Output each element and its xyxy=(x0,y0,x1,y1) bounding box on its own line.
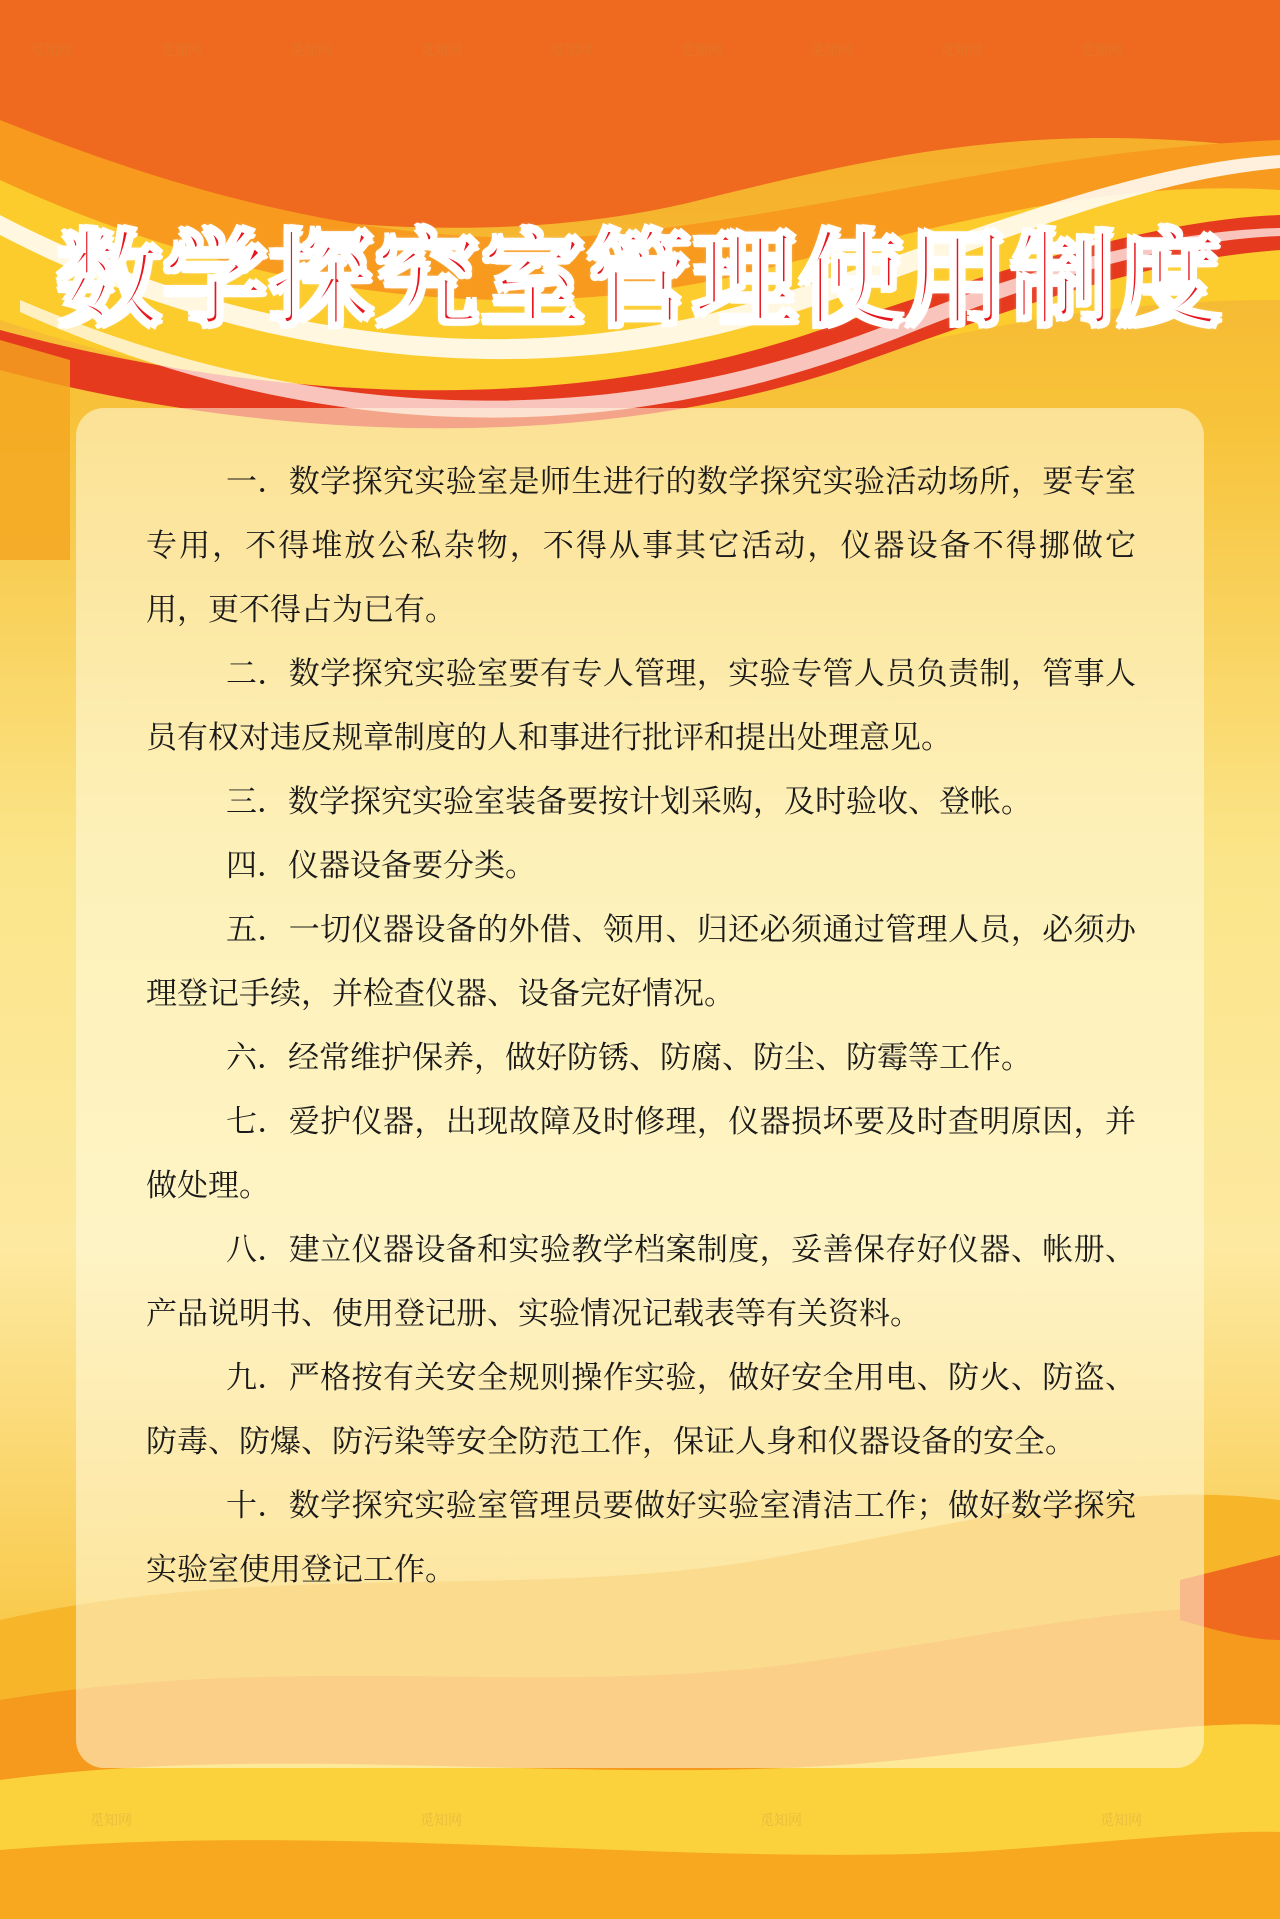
rule-paragraph: 四．仪器设备要分类。 xyxy=(226,848,536,884)
rule-paragraph: 七．爱护仪器，出现故障及时修理，仪器损坏要及时查明原因，并做处理。 xyxy=(146,1104,1136,1204)
page-title: 数学探究室管理使用制度 xyxy=(56,219,1223,341)
watermark: 觅知网 xyxy=(90,1813,132,1829)
watermark: 觅知网 xyxy=(760,1813,802,1829)
rule-paragraph: 二．数学探究实验室要有专人管理，实验专管人员负责制，管事人员有权对违反规章制度的人和事进行批评和提出处理意见。 xyxy=(146,656,1136,756)
watermark: 觅知网 xyxy=(160,43,202,59)
watermark: 觅知网 xyxy=(810,43,852,59)
watermark: 觅知网 xyxy=(420,43,462,59)
watermark: 觅知网 xyxy=(1080,43,1122,59)
watermark: 觅知网 xyxy=(550,43,592,59)
watermark: 觅知网 xyxy=(290,43,332,59)
watermark: 觅知网 xyxy=(940,43,982,59)
rule-paragraph: 五．一切仪器设备的外借、领用、归还必须通过管理人员，必须办理登记手续，并检查仪器、设备完好情况。 xyxy=(146,912,1136,1012)
rule-paragraph: 一．数学探究实验室是师生进行的数学探究实验活动场所，要专室专用，不得堆放公私杂物，不得从事其它活动，仪器设备不得挪做它用，更不得占为已有。 xyxy=(146,464,1136,628)
rule-paragraph: 八．建立仪器设备和实验教学档案制度，妥善保存好仪器、帐册、产品说明书、使用登记册、实验情况记载表等有关资料。 xyxy=(146,1232,1136,1332)
rule-paragraph: 六．经常维护保养，做好防锈、防腐、防尘、防霉等工作。 xyxy=(226,1040,1032,1076)
watermark: 觅知网 xyxy=(420,1813,462,1829)
rule-paragraph: 十．数学探究实验室管理员要做好实验室清洁工作；做好数学探究实验室使用登记工作。 xyxy=(146,1488,1136,1588)
rule-paragraph: 九．严格按有关安全规则操作实验，做好安全用电、防火、防盗、防毒、防爆、防污染等安全防范工作，保证人身和仪器设备的安全。 xyxy=(146,1360,1136,1460)
watermark: 觅知网 xyxy=(30,43,72,59)
rule-paragraph: 三．数学探究实验室装备要按计划采购，及时验收、登帐。 xyxy=(226,784,1032,820)
watermark: 觅知网 xyxy=(680,43,722,59)
watermark: 觅知网 xyxy=(1100,1813,1142,1829)
rules-list xyxy=(146,450,1136,1602)
